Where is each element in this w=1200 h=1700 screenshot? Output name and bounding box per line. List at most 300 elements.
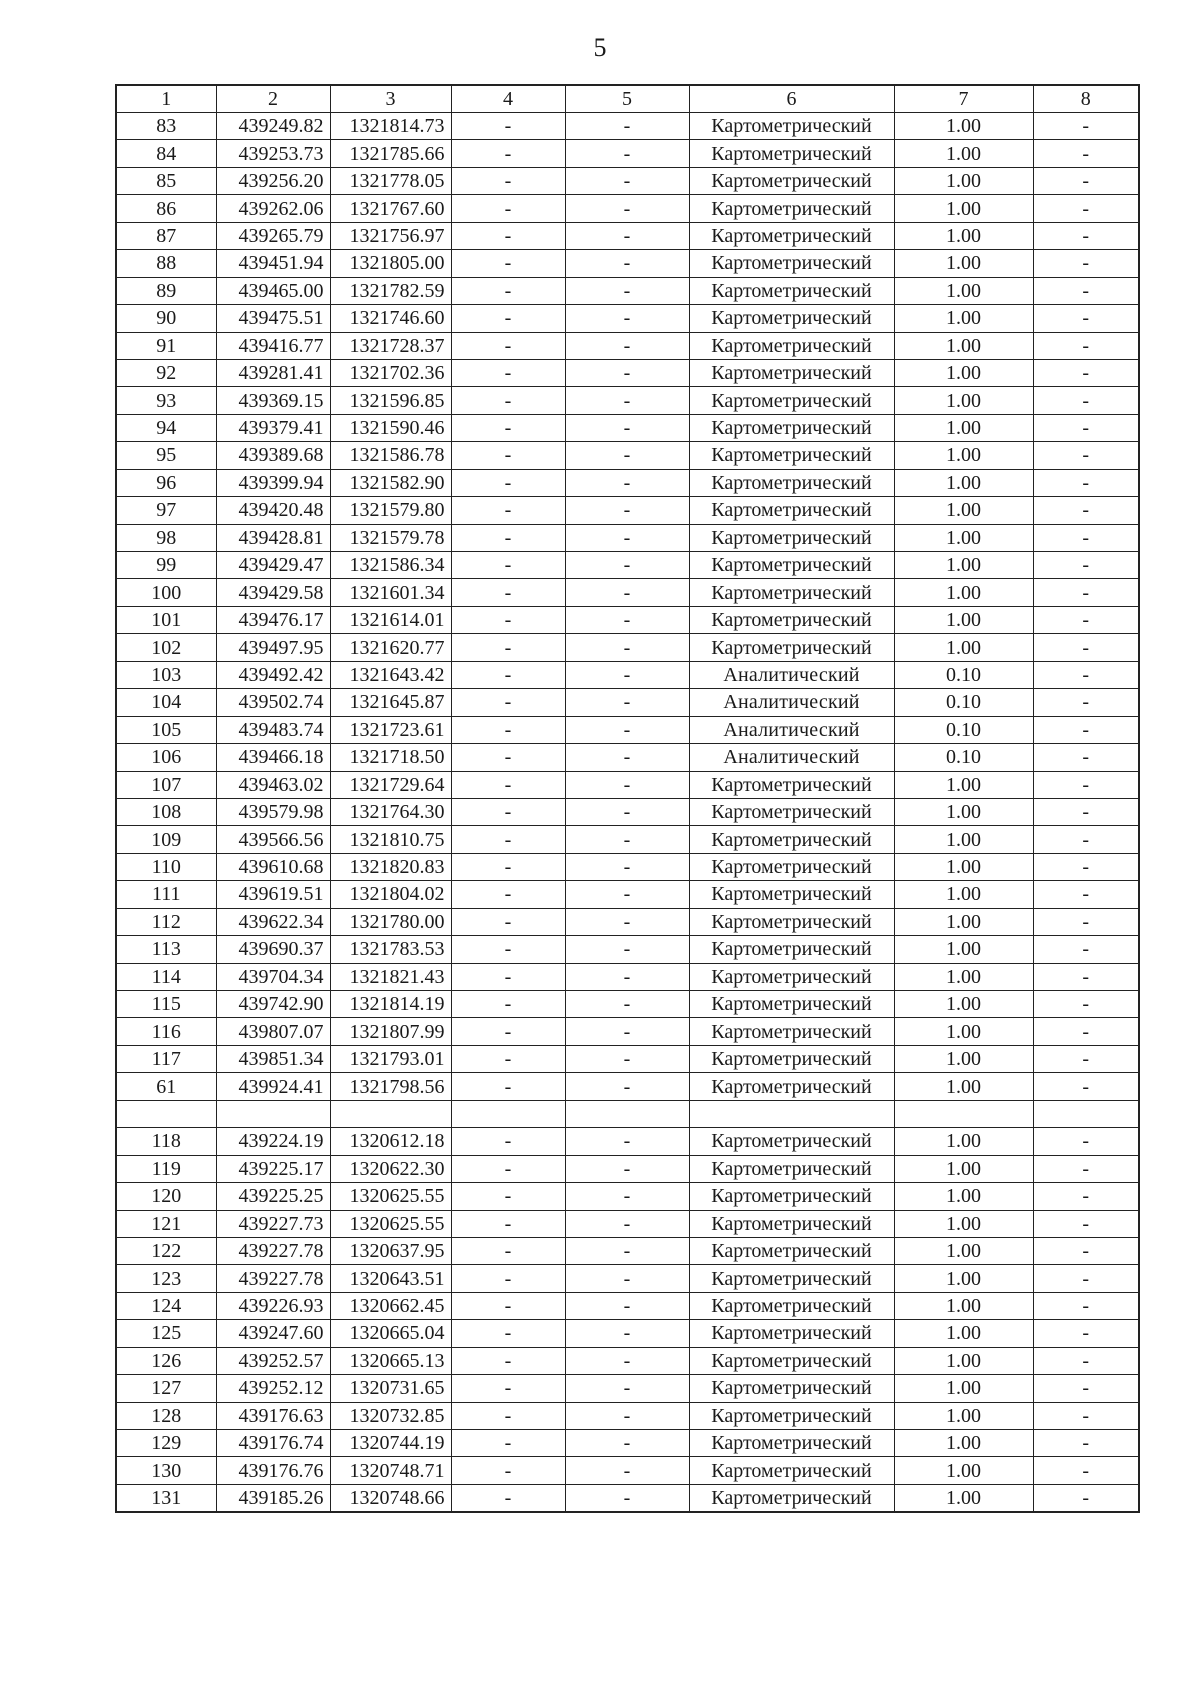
y-coordinate-cell: 1321728.37: [330, 332, 451, 359]
y-coordinate-cell: 1321579.80: [330, 497, 451, 524]
method-cell: Картометрический: [689, 991, 894, 1018]
table-row: [116, 1375, 1139, 1402]
col-5-cell: -: [565, 936, 689, 963]
col-4-cell: -: [451, 332, 565, 359]
col-4-cell: -: [451, 826, 565, 853]
col-4-cell: [451, 1100, 565, 1127]
col-5-cell: -: [565, 497, 689, 524]
col-8-cell: -: [1033, 1128, 1139, 1155]
y-coordinate-cell: 1320665.13: [330, 1347, 451, 1374]
col-8-cell: -: [1033, 634, 1139, 661]
method-cell: Картометрический: [689, 414, 894, 441]
y-coordinate-cell: 1321798.56: [330, 1073, 451, 1100]
point-number-cell: 109: [116, 826, 216, 853]
method-cell: Картометрический: [689, 853, 894, 880]
point-number-cell: 117: [116, 1045, 216, 1072]
col-4-cell: -: [451, 634, 565, 661]
table-row: [116, 250, 1139, 277]
col-5-cell: -: [565, 140, 689, 167]
method-cell: Картометрический: [689, 1320, 894, 1347]
accuracy-cell: 1.00: [894, 1018, 1033, 1045]
x-coordinate-cell: 439185.26: [216, 1484, 330, 1512]
col-5-cell: -: [565, 798, 689, 825]
col-4-cell: -: [451, 1430, 565, 1457]
col-5-cell: -: [565, 716, 689, 743]
col-8-cell: -: [1033, 1045, 1139, 1072]
method-cell: Картометрический: [689, 524, 894, 551]
col-4-cell: -: [451, 963, 565, 990]
method-cell: Картометрический: [689, 1265, 894, 1292]
method-cell: Картометрический: [689, 1292, 894, 1319]
table-row: [116, 113, 1139, 140]
table-row: [116, 771, 1139, 798]
table-row: [116, 744, 1139, 771]
col-5-cell: -: [565, 963, 689, 990]
col-5-cell: -: [565, 1210, 689, 1237]
col-4-cell: -: [451, 1210, 565, 1237]
col-5-cell: -: [565, 332, 689, 359]
accuracy-cell: 1.00: [894, 497, 1033, 524]
y-coordinate-cell: 1320625.55: [330, 1183, 451, 1210]
y-coordinate-cell: 1321807.99: [330, 1018, 451, 1045]
table-row: [116, 277, 1139, 304]
accuracy-cell: 1.00: [894, 1402, 1033, 1429]
col-4-cell: -: [451, 414, 565, 441]
col-8-cell: -: [1033, 1375, 1139, 1402]
column-header-8: 8: [1033, 85, 1139, 113]
x-coordinate-cell: 439579.98: [216, 798, 330, 825]
col-5-cell: -: [565, 1320, 689, 1347]
method-cell: Картометрический: [689, 1430, 894, 1457]
x-coordinate-cell: 439176.76: [216, 1457, 330, 1484]
accuracy-cell: 1.00: [894, 1045, 1033, 1072]
point-number-cell: 118: [116, 1128, 216, 1155]
table-row: [116, 442, 1139, 469]
column-header-3: 3: [330, 85, 451, 113]
accuracy-cell: 1.00: [894, 1155, 1033, 1182]
col-8-cell: -: [1033, 1237, 1139, 1264]
y-coordinate-cell: 1320748.66: [330, 1484, 451, 1512]
point-number-cell: 116: [116, 1018, 216, 1045]
col-5-cell: -: [565, 469, 689, 496]
table-header: [116, 85, 1139, 113]
accuracy-cell: 1.00: [894, 250, 1033, 277]
col-4-cell: -: [451, 661, 565, 688]
method-cell: Картометрический: [689, 826, 894, 853]
col-5-cell: -: [565, 442, 689, 469]
col-5-cell: -: [565, 113, 689, 140]
y-coordinate-cell: 1320625.55: [330, 1210, 451, 1237]
accuracy-cell: 1.00: [894, 195, 1033, 222]
table-row: [116, 332, 1139, 359]
col-4-cell: -: [451, 606, 565, 633]
x-coordinate-cell: 439622.34: [216, 908, 330, 935]
method-cell: Картометрический: [689, 1183, 894, 1210]
point-number-cell: 99: [116, 552, 216, 579]
accuracy-cell: 1.00: [894, 1265, 1033, 1292]
col-4-cell: -: [451, 387, 565, 414]
table-row: [116, 1073, 1139, 1100]
col-4-cell: -: [451, 1402, 565, 1429]
col-8-cell: -: [1033, 167, 1139, 194]
col-4-cell: -: [451, 277, 565, 304]
col-5-cell: -: [565, 1347, 689, 1374]
accuracy-cell: 1.00: [894, 853, 1033, 880]
table-row: [116, 963, 1139, 990]
point-number-cell: 96: [116, 469, 216, 496]
col-8-cell: -: [1033, 1210, 1139, 1237]
table-row: [116, 1292, 1139, 1319]
accuracy-cell: 1.00: [894, 305, 1033, 332]
accuracy-cell: 1.00: [894, 469, 1033, 496]
table-row: [116, 1018, 1139, 1045]
col-4-cell: -: [451, 250, 565, 277]
table-row: [116, 853, 1139, 880]
method-cell: [689, 1100, 894, 1127]
col-8-cell: -: [1033, 606, 1139, 633]
y-coordinate-cell: 1320637.95: [330, 1237, 451, 1264]
method-cell: Картометрический: [689, 359, 894, 386]
table-row: [116, 606, 1139, 633]
y-coordinate-cell: 1321746.60: [330, 305, 451, 332]
table-row: [116, 1155, 1139, 1182]
method-cell: Картометрический: [689, 881, 894, 908]
col-8-cell: -: [1033, 222, 1139, 249]
x-coordinate-cell: 439466.18: [216, 744, 330, 771]
col-5-cell: -: [565, 908, 689, 935]
col-8-cell: -: [1033, 853, 1139, 880]
col-5-cell: -: [565, 853, 689, 880]
y-coordinate-cell: 1321645.87: [330, 689, 451, 716]
accuracy-cell: 1.00: [894, 1375, 1033, 1402]
col-8-cell: -: [1033, 140, 1139, 167]
x-coordinate-cell: 439742.90: [216, 991, 330, 1018]
table-row: [116, 991, 1139, 1018]
x-coordinate-cell: 439420.48: [216, 497, 330, 524]
col-4-cell: -: [451, 853, 565, 880]
accuracy-cell: 1.00: [894, 826, 1033, 853]
point-number-cell: 83: [116, 113, 216, 140]
col-8-cell: -: [1033, 963, 1139, 990]
col-8-cell: -: [1033, 771, 1139, 798]
accuracy-cell: 1.00: [894, 579, 1033, 606]
point-number-cell: 88: [116, 250, 216, 277]
y-coordinate-cell: 1321718.50: [330, 744, 451, 771]
y-coordinate-cell: 1320731.65: [330, 1375, 451, 1402]
x-coordinate-cell: 439704.34: [216, 963, 330, 990]
table-row: [116, 387, 1139, 414]
point-number-cell: 121: [116, 1210, 216, 1237]
x-coordinate-cell: 439224.19: [216, 1128, 330, 1155]
y-coordinate-cell: 1321643.42: [330, 661, 451, 688]
table-row: [116, 881, 1139, 908]
table-row: [116, 1457, 1139, 1484]
x-coordinate-cell: 439247.60: [216, 1320, 330, 1347]
x-coordinate-cell: 439465.00: [216, 277, 330, 304]
x-coordinate-cell: 439379.41: [216, 414, 330, 441]
x-coordinate-cell: 439492.42: [216, 661, 330, 688]
x-coordinate-cell: 439690.37: [216, 936, 330, 963]
col-8-cell: -: [1033, 524, 1139, 551]
col-5-cell: -: [565, 1265, 689, 1292]
table-row: [116, 167, 1139, 194]
accuracy-cell: 0.10: [894, 689, 1033, 716]
col-4-cell: -: [451, 936, 565, 963]
col-4-cell: -: [451, 1128, 565, 1155]
x-coordinate-cell: 439249.82: [216, 113, 330, 140]
col-8-cell: -: [1033, 689, 1139, 716]
accuracy-cell: 1.00: [894, 771, 1033, 798]
method-cell: Картометрический: [689, 1210, 894, 1237]
method-cell: Картометрический: [689, 442, 894, 469]
point-number-cell: 119: [116, 1155, 216, 1182]
table-row: [116, 524, 1139, 551]
col-4-cell: -: [451, 908, 565, 935]
col-8-cell: -: [1033, 1402, 1139, 1429]
column-header-7: 7: [894, 85, 1033, 113]
point-number-cell: 102: [116, 634, 216, 661]
x-coordinate-cell: 439476.17: [216, 606, 330, 633]
col-5-cell: -: [565, 1402, 689, 1429]
col-5-cell: -: [565, 1484, 689, 1512]
y-coordinate-cell: 1321782.59: [330, 277, 451, 304]
y-coordinate-cell: 1321820.83: [330, 853, 451, 880]
col-8-cell: -: [1033, 798, 1139, 825]
table-row: [116, 716, 1139, 743]
page-number: 5: [593, 33, 607, 62]
x-coordinate-cell: 439416.77: [216, 332, 330, 359]
x-coordinate-cell: 439924.41: [216, 1073, 330, 1100]
col-5-cell: -: [565, 1237, 689, 1264]
col-8-cell: -: [1033, 826, 1139, 853]
accuracy-cell: 0.10: [894, 716, 1033, 743]
table-header-row: [116, 85, 1139, 113]
method-cell: Аналитический: [689, 744, 894, 771]
point-number-cell: 93: [116, 387, 216, 414]
col-8-cell: -: [1033, 195, 1139, 222]
method-cell: Картометрический: [689, 798, 894, 825]
x-coordinate-cell: 439399.94: [216, 469, 330, 496]
y-coordinate-cell: 1321793.01: [330, 1045, 451, 1072]
col-4-cell: -: [451, 359, 565, 386]
accuracy-cell: 1.00: [894, 1128, 1033, 1155]
y-coordinate-cell: 1321582.90: [330, 469, 451, 496]
point-number-cell: 123: [116, 1265, 216, 1292]
method-cell: Картометрический: [689, 1347, 894, 1374]
y-coordinate-cell: 1321586.78: [330, 442, 451, 469]
x-coordinate-cell: 439252.57: [216, 1347, 330, 1374]
col-8-cell: -: [1033, 1292, 1139, 1319]
col-5-cell: -: [565, 222, 689, 249]
column-header-2: 2: [216, 85, 330, 113]
point-number-cell: 122: [116, 1237, 216, 1264]
accuracy-cell: 1.00: [894, 1183, 1033, 1210]
x-coordinate-cell: 439225.17: [216, 1155, 330, 1182]
col-4-cell: -: [451, 195, 565, 222]
x-coordinate-cell: 439252.12: [216, 1375, 330, 1402]
col-5-cell: -: [565, 305, 689, 332]
accuracy-cell: 0.10: [894, 744, 1033, 771]
table-row: [116, 908, 1139, 935]
col-4-cell: -: [451, 524, 565, 551]
y-coordinate-cell: 1321764.30: [330, 798, 451, 825]
table-separator-row: [116, 1100, 1139, 1127]
x-coordinate-cell: 439429.58: [216, 579, 330, 606]
col-5-cell: -: [565, 552, 689, 579]
col-4-cell: -: [451, 1457, 565, 1484]
col-4-cell: -: [451, 552, 565, 579]
x-coordinate-cell: 439227.78: [216, 1265, 330, 1292]
col-5-cell: -: [565, 359, 689, 386]
method-cell: Аналитический: [689, 689, 894, 716]
col-5-cell: -: [565, 387, 689, 414]
col-8-cell: -: [1033, 1457, 1139, 1484]
method-cell: Картометрический: [689, 140, 894, 167]
col-5-cell: -: [565, 167, 689, 194]
table-row: [116, 1183, 1139, 1210]
col-5-cell: -: [565, 1018, 689, 1045]
col-4-cell: -: [451, 771, 565, 798]
table-row: [116, 1237, 1139, 1264]
point-number-cell: 106: [116, 744, 216, 771]
x-coordinate-cell: 439176.74: [216, 1430, 330, 1457]
accuracy-cell: 1.00: [894, 113, 1033, 140]
method-cell: Картометрический: [689, 195, 894, 222]
col-5-cell: -: [565, 1073, 689, 1100]
accuracy-cell: 1.00: [894, 524, 1033, 551]
y-coordinate-cell: 1321785.66: [330, 140, 451, 167]
x-coordinate-cell: 439483.74: [216, 716, 330, 743]
x-coordinate-cell: 439389.68: [216, 442, 330, 469]
col-8-cell: -: [1033, 332, 1139, 359]
method-cell: Картометрический: [689, 167, 894, 194]
point-number-cell: 61: [116, 1073, 216, 1100]
col-5-cell: -: [565, 195, 689, 222]
col-4-cell: -: [451, 222, 565, 249]
col-4-cell: -: [451, 1375, 565, 1402]
coordinates-table: [115, 84, 1140, 1513]
col-8-cell: -: [1033, 387, 1139, 414]
method-cell: Картометрический: [689, 222, 894, 249]
accuracy-cell: 1.00: [894, 332, 1033, 359]
x-coordinate-cell: [216, 1100, 330, 1127]
method-cell: Картометрический: [689, 1457, 894, 1484]
table-row: [116, 1128, 1139, 1155]
point-number-cell: 87: [116, 222, 216, 249]
method-cell: Картометрический: [689, 908, 894, 935]
accuracy-cell: 1.00: [894, 552, 1033, 579]
point-number-cell: 115: [116, 991, 216, 1018]
accuracy-cell: 1.00: [894, 277, 1033, 304]
col-5-cell: -: [565, 991, 689, 1018]
x-coordinate-cell: 439262.06: [216, 195, 330, 222]
x-coordinate-cell: 439502.74: [216, 689, 330, 716]
point-number-cell: 129: [116, 1430, 216, 1457]
y-coordinate-cell: 1320662.45: [330, 1292, 451, 1319]
method-cell: Картометрический: [689, 606, 894, 633]
x-coordinate-cell: 439176.63: [216, 1402, 330, 1429]
col-8-cell: -: [1033, 250, 1139, 277]
col-5-cell: -: [565, 1375, 689, 1402]
x-coordinate-cell: 439807.07: [216, 1018, 330, 1045]
column-header-6: 6: [689, 85, 894, 113]
accuracy-cell: 1.00: [894, 1210, 1033, 1237]
col-8-cell: -: [1033, 1430, 1139, 1457]
y-coordinate-cell: 1321810.75: [330, 826, 451, 853]
method-cell: Картометрический: [689, 332, 894, 359]
method-cell: Картометрический: [689, 1128, 894, 1155]
col-5-cell: -: [565, 771, 689, 798]
method-cell: Картометрический: [689, 277, 894, 304]
point-number-cell: 114: [116, 963, 216, 990]
y-coordinate-cell: 1321804.02: [330, 881, 451, 908]
accuracy-cell: 1.00: [894, 442, 1033, 469]
point-number-cell: 124: [116, 1292, 216, 1319]
col-4-cell: -: [451, 442, 565, 469]
col-8-cell: -: [1033, 497, 1139, 524]
table-row: [116, 1347, 1139, 1374]
table-row: [116, 195, 1139, 222]
col-8-cell: -: [1033, 1073, 1139, 1100]
point-number-cell: 126: [116, 1347, 216, 1374]
table-body: [116, 113, 1139, 1512]
y-coordinate-cell: 1321586.34: [330, 552, 451, 579]
point-number-cell: 84: [116, 140, 216, 167]
table-row: [116, 1265, 1139, 1292]
col-5-cell: -: [565, 689, 689, 716]
col-4-cell: -: [451, 167, 565, 194]
y-coordinate-cell: 1320622.30: [330, 1155, 451, 1182]
col-4-cell: -: [451, 1484, 565, 1512]
col-4-cell: -: [451, 991, 565, 1018]
accuracy-cell: 1.00: [894, 359, 1033, 386]
method-cell: Картометрический: [689, 771, 894, 798]
y-coordinate-cell: 1321767.60: [330, 195, 451, 222]
point-number-cell: 101: [116, 606, 216, 633]
table-row: [116, 414, 1139, 441]
col-8-cell: -: [1033, 552, 1139, 579]
point-number-cell: 90: [116, 305, 216, 332]
accuracy-cell: 1.00: [894, 963, 1033, 990]
x-coordinate-cell: 439225.25: [216, 1183, 330, 1210]
accuracy-cell: 1.00: [894, 1237, 1033, 1264]
x-coordinate-cell: 439265.79: [216, 222, 330, 249]
col-5-cell: -: [565, 634, 689, 661]
point-number-cell: 131: [116, 1484, 216, 1512]
col-8-cell: -: [1033, 716, 1139, 743]
point-number-cell: 125: [116, 1320, 216, 1347]
method-cell: Картометрический: [689, 469, 894, 496]
column-header-1: 1: [116, 85, 216, 113]
x-coordinate-cell: 439610.68: [216, 853, 330, 880]
col-5-cell: -: [565, 579, 689, 606]
y-coordinate-cell: 1320748.71: [330, 1457, 451, 1484]
table-row: [116, 1484, 1139, 1512]
point-number-cell: 86: [116, 195, 216, 222]
col-5-cell: -: [565, 1430, 689, 1457]
point-number-cell: 91: [116, 332, 216, 359]
y-coordinate-cell: 1321590.46: [330, 414, 451, 441]
y-coordinate-cell: 1320732.85: [330, 1402, 451, 1429]
accuracy-cell: 1.00: [894, 798, 1033, 825]
col-8-cell: -: [1033, 1265, 1139, 1292]
method-cell: Картометрический: [689, 387, 894, 414]
col-4-cell: -: [451, 305, 565, 332]
col-4-cell: -: [451, 798, 565, 825]
col-8-cell: -: [1033, 661, 1139, 688]
y-coordinate-cell: 1321620.77: [330, 634, 451, 661]
column-header-5: 5: [565, 85, 689, 113]
